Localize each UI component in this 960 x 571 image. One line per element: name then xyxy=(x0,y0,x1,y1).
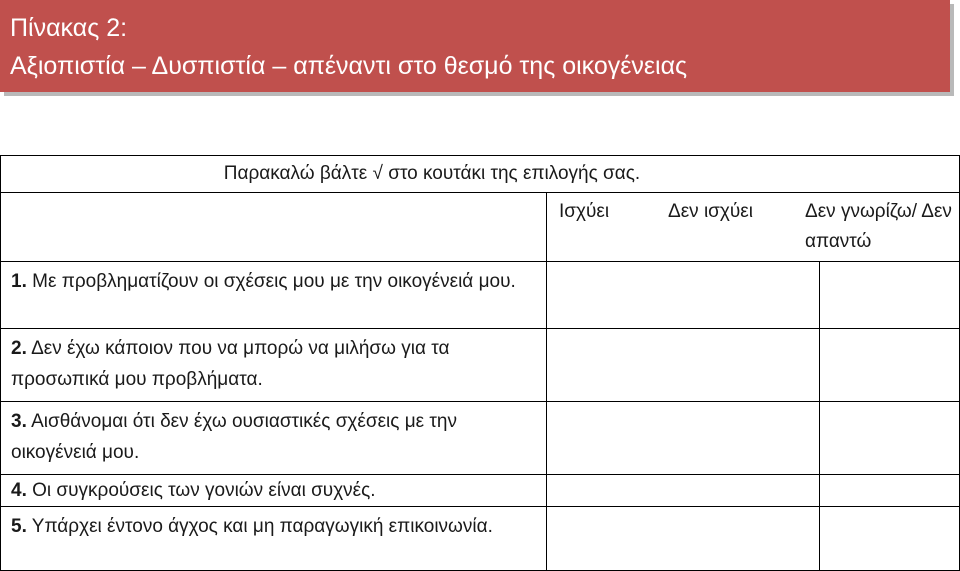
question-number: 4. xyxy=(11,480,27,501)
question-text: Με προβληματίζουν οι σχέσεις μου με την οικογένειά μου. xyxy=(32,271,516,292)
question-number: 5. xyxy=(11,516,27,537)
answer-box-applies-not-applies[interactable] xyxy=(547,475,820,507)
answer-box-dont-know[interactable] xyxy=(819,507,959,571)
instruction-cell xyxy=(1,156,960,193)
question-cell xyxy=(1,475,547,507)
question-text: Δεν έχω κάποιον που να μπορώ να μιλήσω για τα προσωπικά μου προβλήματα. xyxy=(11,338,450,390)
question-text: Υπάρχει έντονο άγχος και μη παραγωγική επικοινωνία. xyxy=(31,516,493,537)
answer-box-dont-know[interactable] xyxy=(819,402,959,475)
option-header-not-applies: Δεν ισχύει xyxy=(668,201,753,222)
answer-box-applies-not-applies[interactable] xyxy=(547,329,820,402)
answer-box-applies-not-applies[interactable] xyxy=(547,402,820,475)
answer-box-applies-not-applies[interactable] xyxy=(547,507,820,571)
question-text: Αισθάνομαι ότι δεν έχω ουσιαστικές σχέσεις με την οικογένειά μου. xyxy=(11,411,457,463)
table-number-title: Πίνακας 2: xyxy=(10,14,128,42)
question-number: 2. xyxy=(11,338,27,359)
question-row xyxy=(1,475,960,507)
question-number: 3. xyxy=(11,411,27,432)
question-row xyxy=(1,262,960,329)
option-header-applies: Ισχύει xyxy=(559,201,610,222)
header-blank-cell xyxy=(1,193,547,262)
question-number: 1. xyxy=(11,271,27,292)
questionnaire-table xyxy=(0,155,960,571)
question-text: Οι συγκρούσεις των γονιών είναι συχνές. xyxy=(32,480,376,501)
instruction-text: Παρακαλώ βάλτε √ στο κουτάκι της επιλογής σας. xyxy=(223,163,641,184)
answer-box-applies-not-applies[interactable] xyxy=(547,262,820,329)
option-header-dont-know: Δεν γνωρίζω/ Δεν απαντώ xyxy=(805,201,952,252)
options-header-cell xyxy=(547,193,960,262)
answer-box-dont-know[interactable] xyxy=(819,475,959,507)
question-cell xyxy=(1,262,547,329)
question-cell xyxy=(1,507,547,571)
answer-box-dont-know[interactable] xyxy=(819,329,959,402)
options-header-row xyxy=(1,193,960,262)
title-banner xyxy=(0,0,950,92)
table-subtitle: Αξιοπιστία – Δυσπιστία – απέναντι στο θεσμό της οικογένειας xyxy=(10,52,688,80)
question-row xyxy=(1,507,960,571)
question-row xyxy=(1,329,960,402)
question-cell xyxy=(1,329,547,402)
instruction-row xyxy=(1,156,960,193)
question-cell xyxy=(1,402,547,475)
answer-box-dont-know[interactable] xyxy=(819,262,959,329)
question-row xyxy=(1,402,960,475)
